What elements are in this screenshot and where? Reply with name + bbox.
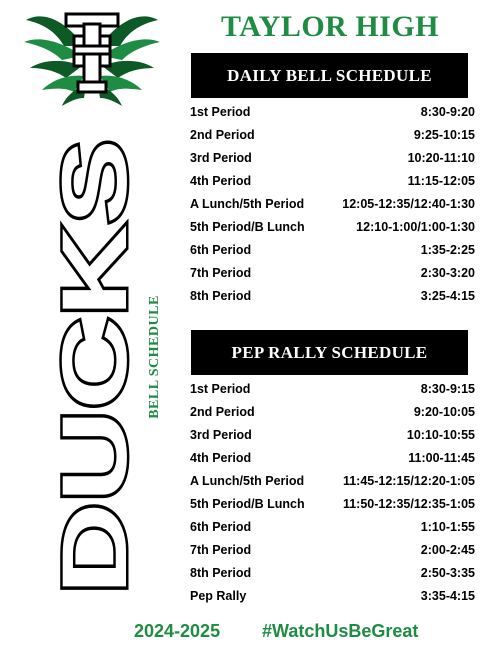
table-row	[190, 261, 475, 284]
period-name: 4th Period	[190, 450, 252, 465]
pep-rally-schedule-table	[190, 377, 475, 607]
period-time: 11:00-11:45	[408, 450, 475, 465]
table-row	[190, 538, 475, 561]
period-name: A Lunch/5th Period	[190, 196, 305, 211]
period-time: 9:20-10:05	[413, 404, 475, 419]
bell-schedule-side-text: BELL SCHEDULE	[147, 295, 162, 419]
table-row	[190, 561, 475, 584]
period-name: 8th Period	[190, 288, 252, 303]
table-row	[190, 146, 475, 169]
period-name: 5th Period/B Lunch	[190, 496, 305, 511]
period-name: 5th Period/B Lunch	[190, 219, 305, 234]
pep-rally-schedule-banner: PEP RALLY SCHEDULE	[191, 330, 468, 375]
period-time: 11:15-12:05	[407, 173, 475, 188]
table-row	[190, 215, 475, 238]
period-time: 8:30-9:20	[420, 104, 475, 119]
ducks-mascot-text	[48, 137, 140, 597]
table-row	[190, 169, 475, 192]
period-time: 9:25-10:15	[413, 127, 475, 142]
period-time: 3:25-4:15	[420, 288, 475, 303]
bell-schedule-side-label	[147, 282, 162, 432]
table-row	[190, 423, 475, 446]
period-time: 11:50-12:35/12:35-1:05	[342, 496, 475, 511]
daily-schedule-banner: DAILY BELL SCHEDULE	[191, 53, 468, 98]
period-time: 10:10-10:55	[406, 427, 475, 442]
period-time: 1:35-2:25	[420, 242, 475, 257]
period-time: 8:30-9:15	[420, 381, 475, 396]
period-name: 6th Period	[190, 242, 252, 257]
period-time: 2:00-2:45	[420, 542, 475, 557]
period-name: 2nd Period	[190, 127, 255, 142]
hashtag: #WatchUsBeGreat	[262, 621, 419, 641]
period-time: 10:20-11:10	[407, 150, 475, 165]
period-time: 2:50-3:35	[420, 565, 475, 580]
period-name: 2nd Period	[190, 404, 255, 419]
period-time: 1:10-1:55	[420, 519, 475, 534]
period-name: A Lunch/5th Period	[190, 473, 305, 488]
table-row	[190, 446, 475, 469]
table-row	[190, 238, 475, 261]
ducks-mascot-letters: DUCKS	[48, 267, 140, 595]
period-name: 4th Period	[190, 173, 252, 188]
table-row	[190, 284, 475, 307]
table-row	[190, 515, 475, 538]
period-time: 3:35-4:15	[420, 588, 475, 603]
table-row	[190, 492, 475, 515]
period-name: 3rd Period	[190, 427, 252, 442]
period-time: 11:45-12:15/12:20-1:05	[342, 473, 475, 488]
period-name: 1st Period	[190, 104, 251, 119]
period-time: 2:30-3:20	[420, 265, 475, 280]
school-year: 2024-2025	[134, 621, 221, 641]
table-row	[190, 584, 475, 607]
period-name: 8th Period	[190, 565, 252, 580]
table-row	[190, 192, 475, 215]
period-name: 1st Period	[190, 381, 251, 396]
school-logo	[22, 6, 162, 110]
period-time: 12:05-12:35/12:40-1:30	[342, 196, 475, 211]
period-time: 12:10-1:00/1:00-1:30	[356, 219, 475, 234]
table-row	[190, 400, 475, 423]
period-name: 7th Period	[190, 265, 252, 280]
period-name: 3rd Period	[190, 150, 252, 165]
period-name: 7th Period	[190, 542, 252, 557]
table-row	[190, 100, 475, 123]
school-name: TAYLOR HIGH	[220, 10, 440, 43]
daily-schedule-table	[190, 100, 475, 307]
table-row	[190, 123, 475, 146]
period-name: Pep Rally	[190, 588, 247, 603]
table-row	[190, 377, 475, 400]
table-row	[190, 469, 475, 492]
period-name: 6th Period	[190, 519, 252, 534]
